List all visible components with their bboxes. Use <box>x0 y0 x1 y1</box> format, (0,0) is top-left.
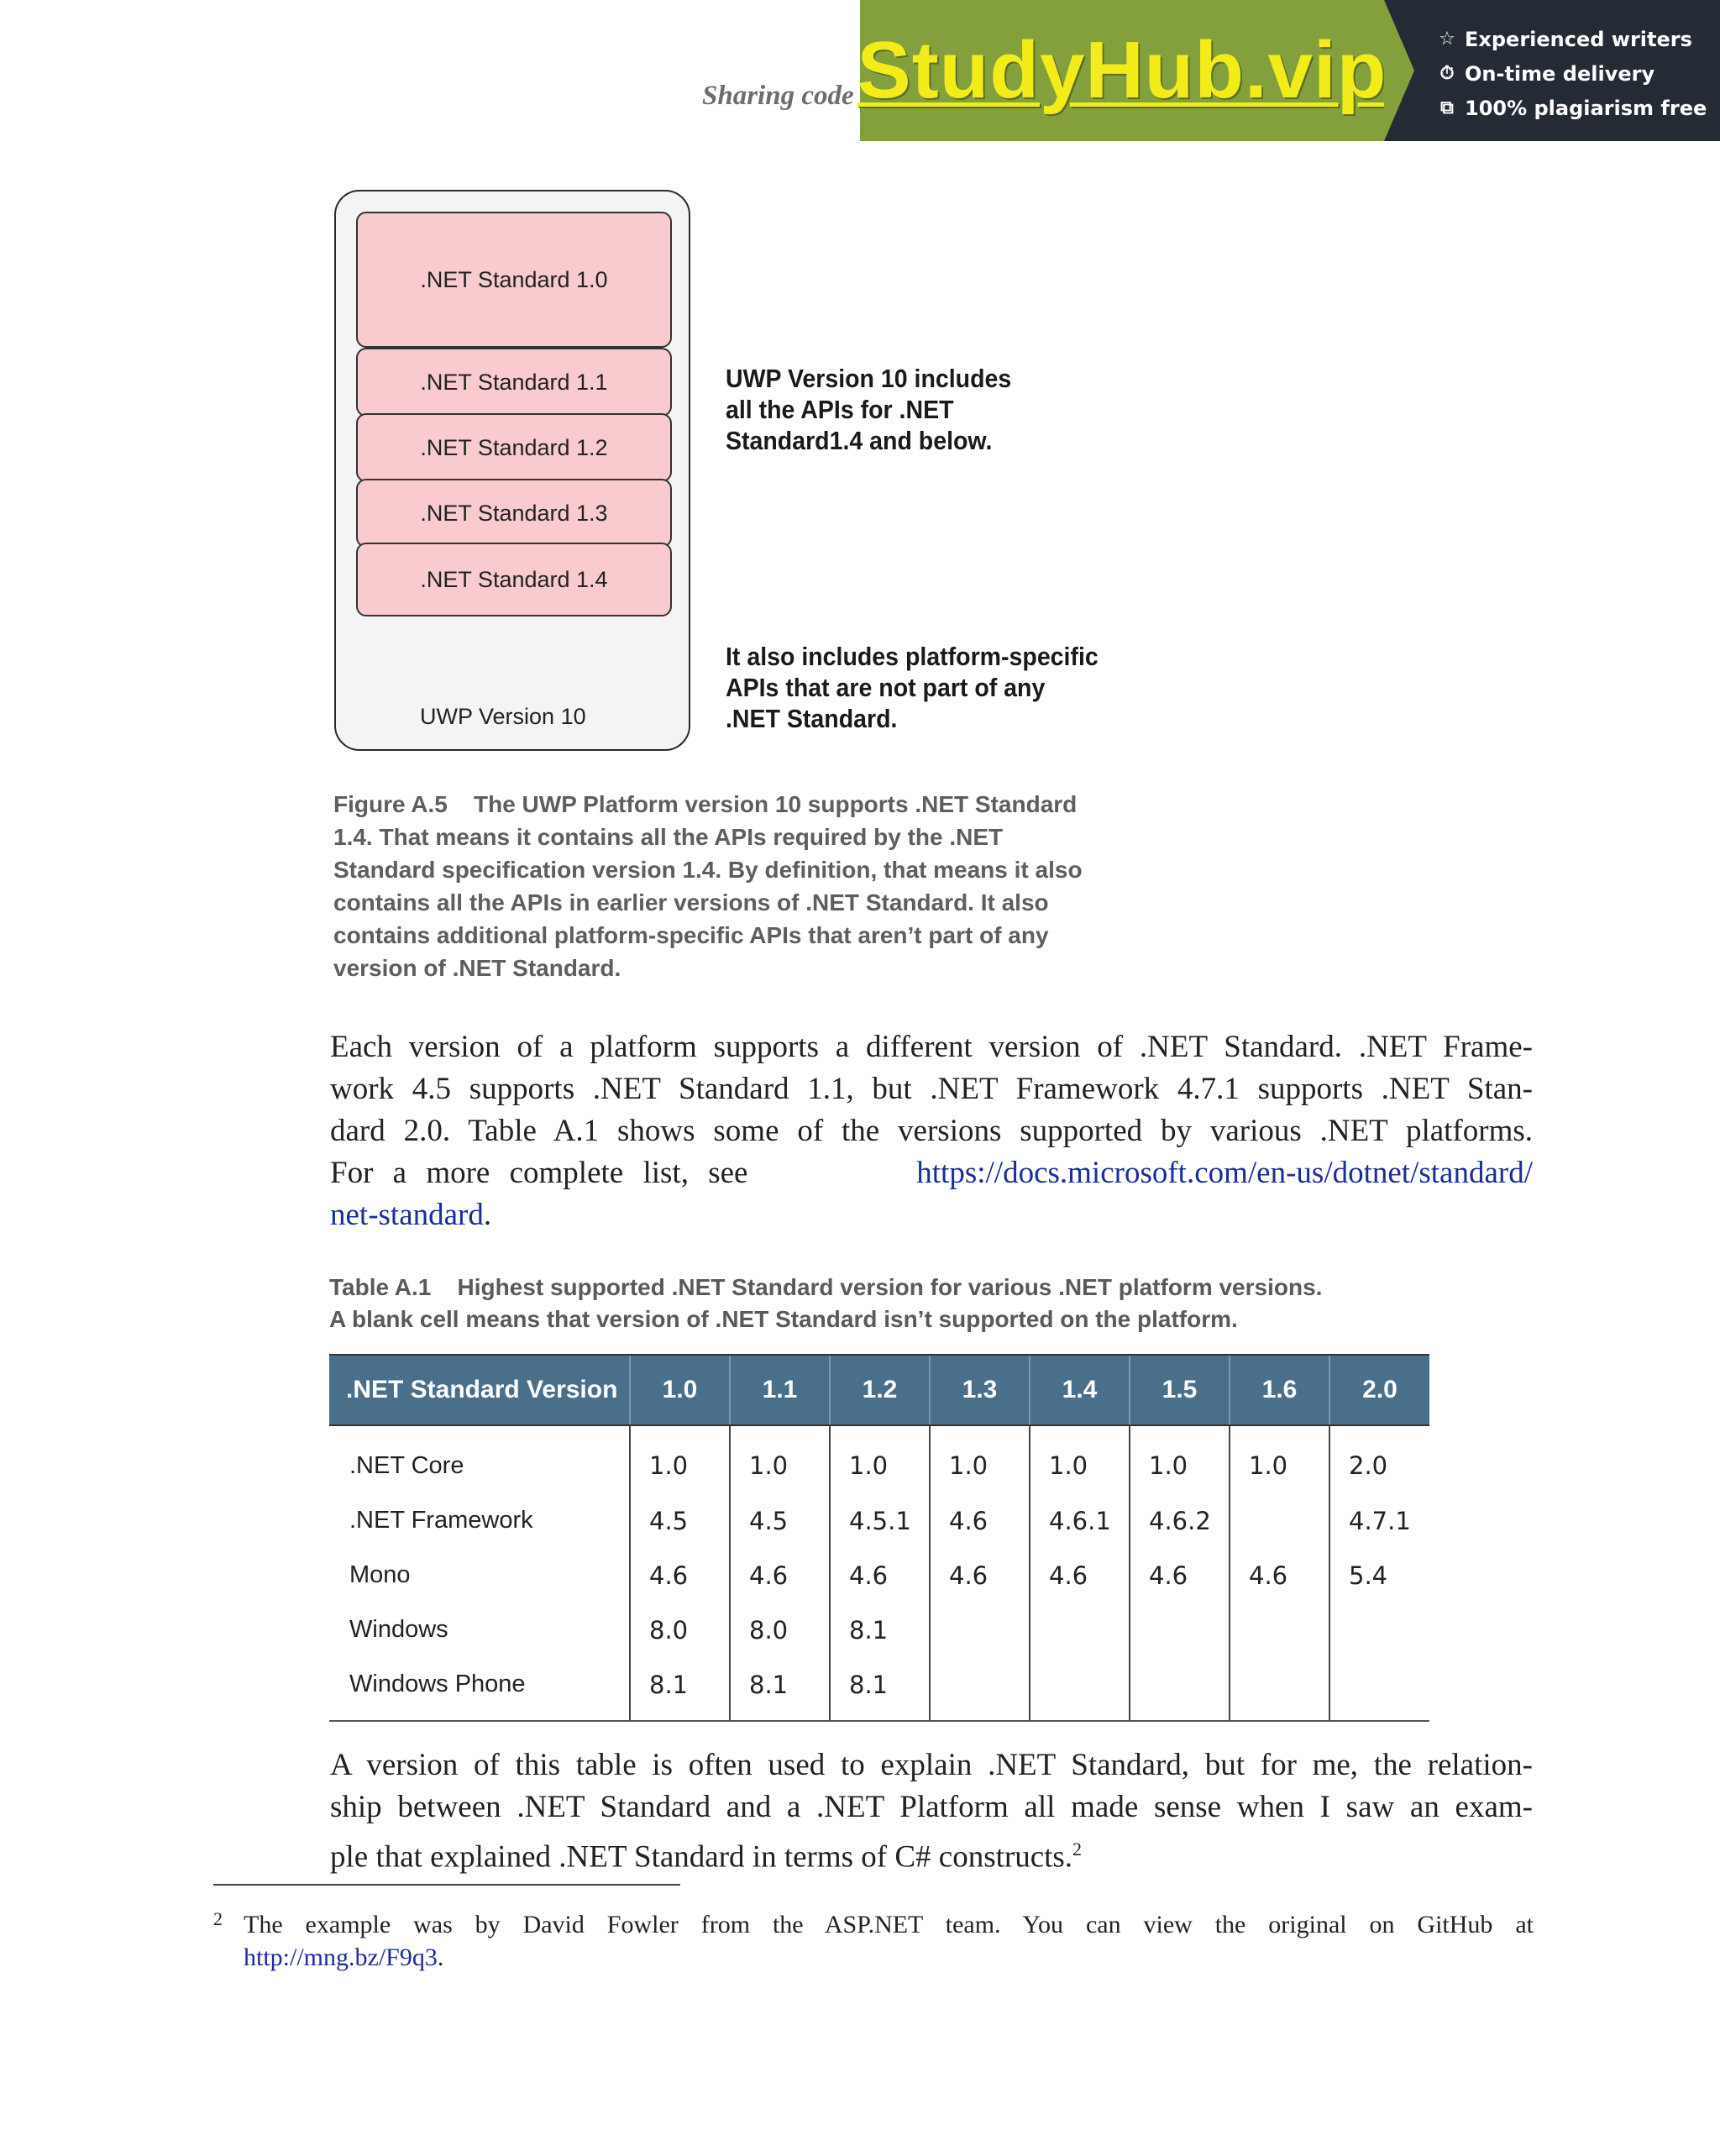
version-cell: 4.6 <box>930 1493 1030 1548</box>
callout-line: all the APIs for .NET <box>726 395 954 424</box>
table-row <box>329 1425 1429 1493</box>
version-cell <box>1030 1657 1130 1721</box>
version-cell: 4.5.1 <box>830 1493 930 1548</box>
table-header: .NET Standard Version <box>329 1355 630 1425</box>
para-line: dard 2.0. Table A.1 shows some of the versions supported by various .NET platforms. <box>330 1114 1533 1148</box>
callout-line: .NET Standard. <box>726 704 898 733</box>
platform-cell: Windows Phone <box>329 1657 630 1721</box>
version-cell: 4.5 <box>730 1493 830 1548</box>
uwp-version-label: UWP Version 10 <box>420 704 586 729</box>
version-cell: 4.6 <box>630 1548 730 1603</box>
star-icon: ☆ <box>1439 29 1455 50</box>
para-text: . <box>483 1198 492 1232</box>
version-cell: 4.5 <box>630 1493 730 1548</box>
version-cell: 4.6 <box>1130 1548 1230 1603</box>
version-cell: 4.6 <box>730 1548 830 1603</box>
paragraph-2 <box>330 1744 1533 1878</box>
callout-line: APIs that are not part of any <box>726 673 1046 702</box>
version-cell: 4.7.1 <box>1329 1493 1429 1548</box>
para-line: work 4.5 supports .NET Standard 1.1, but .NET Framework 4.7.1 supports .NET Stan- <box>330 1072 1533 1106</box>
paragraph-1 <box>330 1026 1533 1236</box>
footnote-rule <box>213 1884 680 1886</box>
version-cell: 1.0 <box>830 1425 930 1493</box>
table-row <box>329 1548 1429 1603</box>
callout-line: It also includes platform-specific <box>726 642 1099 671</box>
version-cell <box>1030 1603 1130 1657</box>
para-line: Each version of a platform supports a different version of .NET Standard. .NET Frame- <box>330 1030 1533 1064</box>
version-cell: 4.6 <box>1230 1548 1329 1603</box>
callout-line: Standard1.4 and below. <box>726 426 993 455</box>
table-header: 2.0 <box>1329 1355 1429 1425</box>
version-cell: 1.0 <box>730 1425 830 1493</box>
version-cell <box>1329 1603 1429 1657</box>
para-line <box>330 1152 1533 1194</box>
version-cell: 4.6 <box>1030 1548 1130 1603</box>
callout-includes <box>726 363 1011 456</box>
table-caption <box>329 1272 1322 1335</box>
table-caption-line: A blank cell means that version of .NET Standard isn’t supported on the platform. <box>329 1306 1238 1332</box>
docs-link[interactable]: https://docs.microsoft.com/en-us/dotnet/standard/ <box>916 1156 1533 1190</box>
feature-text: Experienced writers <box>1465 27 1692 51</box>
version-cell: 4.6.1 <box>1030 1493 1130 1548</box>
net-standard-1-3-box: .NET Standard 1.3 <box>356 479 672 548</box>
github-link[interactable]: http://mng.bz/F9q3 <box>244 1944 438 1971</box>
table-header: 1.2 <box>830 1355 930 1425</box>
running-head: Sharing code <box>702 81 854 111</box>
version-cell: 4.6.2 <box>1130 1493 1230 1548</box>
docs-link-continued[interactable]: net-standard <box>330 1198 484 1232</box>
table-header: 1.5 <box>1130 1355 1230 1425</box>
table-header: 1.1 <box>730 1355 830 1425</box>
version-cell: 8.1 <box>830 1603 930 1657</box>
caption-line: version of .NET Standard. <box>333 955 621 981</box>
footnote-ref[interactable]: 2 <box>1072 1839 1083 1860</box>
table-header-row <box>329 1355 1429 1425</box>
para-line: ship between .NET Standard and a .NET Platform all made sense when I saw an exam- <box>330 1790 1533 1824</box>
feature-item <box>1436 91 1720 125</box>
version-cell <box>930 1603 1030 1657</box>
callout-platform-specific <box>726 641 1099 734</box>
version-cell: 1.0 <box>1230 1425 1329 1493</box>
version-cell: 8.1 <box>830 1657 930 1721</box>
para-line <box>330 1194 1533 1236</box>
banner-features <box>1384 0 1720 141</box>
copy-icon: ⧉ <box>1440 97 1454 118</box>
version-cell: 4.6 <box>830 1548 930 1603</box>
footnote-mark: 2 <box>213 1908 223 1929</box>
version-cell <box>1230 1603 1329 1657</box>
footnote-line: The example was by David Fowler from the ASP.NET team. You can view the original on GitHub at <box>244 1911 1534 1938</box>
version-cell: 1.0 <box>930 1425 1030 1493</box>
table-caption-line: Table A.1 Highest supported .NET Standard version for various .NET platform versions. <box>329 1274 1323 1300</box>
table-header: 1.0 <box>630 1355 730 1425</box>
version-cell: 4.6 <box>930 1548 1030 1603</box>
feature-text: 100% plagiarism free <box>1465 96 1707 120</box>
table-row <box>329 1493 1429 1548</box>
feature-item <box>1436 22 1720 56</box>
para-text: ple that explained .NET Standard in terms of C# constructs. <box>330 1839 1073 1875</box>
platform-cell: .NET Core <box>349 1451 464 1479</box>
net-standard-1-0-box: .NET Standard 1.0 <box>356 212 672 348</box>
caption-line: contains additional platform-specific APIs that aren’t part of any <box>333 922 1049 948</box>
table-header: 1.6 <box>1230 1355 1329 1425</box>
para-text: For a more complete list, see <box>330 1156 748 1190</box>
version-cell: 8.1 <box>730 1657 830 1721</box>
platform-cell: Mono <box>349 1561 411 1588</box>
footnote-line <box>244 1941 1534 1974</box>
banner-arrow <box>1384 0 1414 141</box>
caption-line: Figure A.5 The UWP Platform version 10 supports .NET Standard <box>333 791 1078 817</box>
table-header: 1.3 <box>930 1355 1030 1425</box>
footnote-text: . <box>437 1944 444 1971</box>
table-row <box>329 1657 1429 1721</box>
net-standard-1-1-box: .NET Standard 1.1 <box>356 348 672 417</box>
version-cell: 8.0 <box>630 1603 730 1657</box>
version-cell: 1.0 <box>630 1425 730 1493</box>
version-cell: 1.0 <box>1130 1425 1230 1493</box>
caption-line: Standard specification version 1.4. By definition, that means it also <box>333 857 1083 883</box>
version-cell <box>930 1657 1030 1721</box>
platform-cell: .NET Framework <box>349 1507 533 1534</box>
platform-cell: Windows <box>349 1616 448 1643</box>
version-cell: 8.1 <box>630 1657 730 1721</box>
net-standard-1-4-box: .NET Standard 1.4 <box>356 543 672 616</box>
callout-line: UWP Version 10 includes <box>726 364 1012 393</box>
feature-text: On-time delivery <box>1465 61 1655 86</box>
version-cell: 8.0 <box>730 1603 830 1657</box>
para-line <box>330 1828 1533 1878</box>
version-cell <box>1230 1657 1329 1721</box>
net-standard-1-2-box: .NET Standard 1.2 <box>356 413 672 482</box>
clock-icon: ⏱ <box>1439 63 1455 84</box>
version-cell <box>1130 1603 1230 1657</box>
feature-item <box>1436 56 1720 91</box>
figure-caption <box>333 788 1114 984</box>
version-cell <box>1130 1657 1230 1721</box>
net-standard-table <box>329 1354 1429 1722</box>
studyhub-banner[interactable] <box>857 0 1720 141</box>
version-cell <box>1329 1657 1429 1721</box>
version-cell: 1.0 <box>1030 1425 1130 1493</box>
version-cell <box>1230 1493 1329 1548</box>
version-cell: 5.4 <box>1329 1548 1429 1603</box>
studyhub-logo[interactable]: StudyHub.vip <box>857 25 1387 115</box>
footnote <box>244 1908 1534 1974</box>
table-header: 1.4 <box>1030 1355 1130 1425</box>
banner-logo-panel[interactable] <box>857 0 1387 141</box>
para-line: A version of this table is often used to explain .NET Standard, but for me, the relation- <box>330 1748 1533 1782</box>
caption-line: 1.4. That means it contains all the APIs required by the .NET <box>333 824 1004 850</box>
caption-line: contains all the APIs in earlier versions of .NET Standard. It also <box>333 889 1049 915</box>
version-cell: 2.0 <box>1329 1425 1429 1493</box>
table-row <box>329 1603 1429 1657</box>
